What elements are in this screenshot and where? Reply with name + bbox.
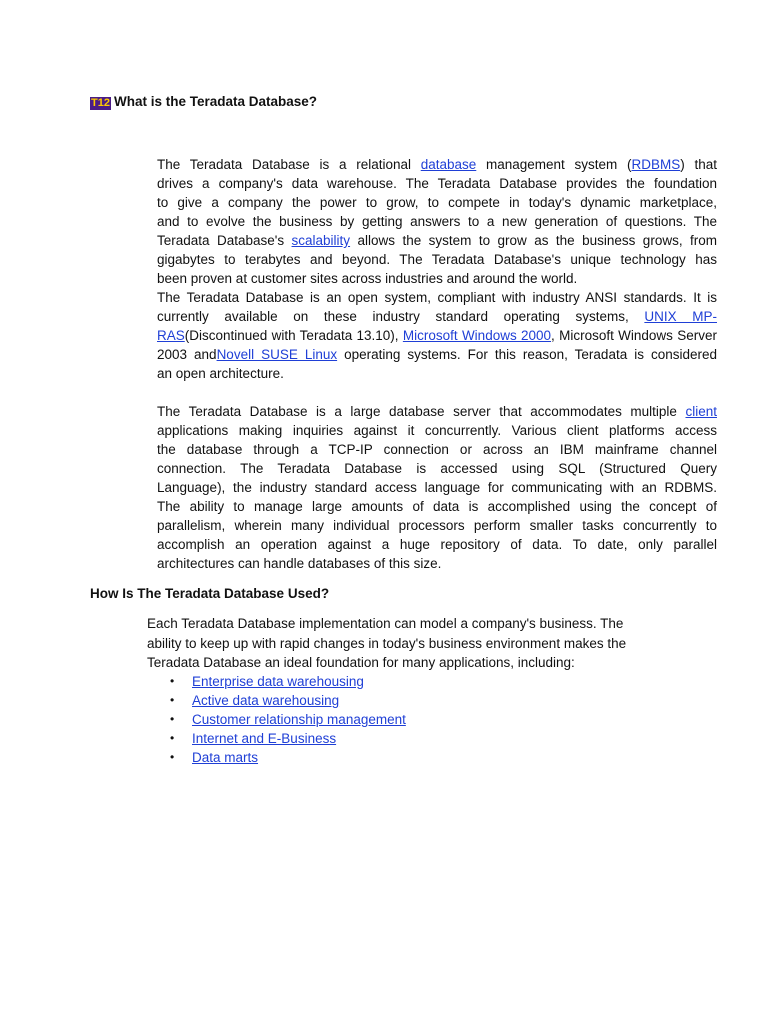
text-line: accomplish an operation against a huge repository of data. To date, only parallel [157, 537, 717, 552]
text-line: Language), the industry standard access language for communicating with an RDBMS. [157, 480, 717, 495]
paragraph-database-server [157, 402, 717, 573]
heading-title: What is the Teradata Database? [113, 94, 318, 109]
list-item [170, 710, 406, 729]
text-line: been proven at customer sites across industries and around the world. [157, 271, 578, 286]
body-text-clip [157, 155, 718, 573]
text-line: to give a company the power to grow, to compete in today's dynamic marketplace, [157, 195, 717, 210]
text-line: the database through a TCP-IP connection or across an IBM mainframe channel [157, 442, 717, 457]
bullet-icon: • [170, 674, 175, 688]
section-heading-how-used: How Is The Teradata Database Used? [90, 586, 330, 601]
paragraph-open-system [157, 288, 717, 383]
text-line: currently available on these industry standard operating systems, UNIX MP- [157, 309, 717, 324]
list-item [170, 748, 406, 767]
applications-list [170, 672, 406, 767]
paragraph-how-used: Each Teradata Database implementation can model a company's business. The ability to keep up with rapid changes in today's business environment makes the Teradata Database an ideal foundation for many applications, including: [147, 616, 627, 670]
text-line: and to evolve the business by getting answers to a new generation of questions. The [157, 214, 717, 229]
text-line: gigabytes to terabytes and beyond. The Teradata Database's unique technology has [157, 252, 717, 267]
link-enterprise-data-warehousing[interactable]: Enterprise data warehousing [192, 674, 364, 689]
text-line: RAS(Discontinued with Teradata 13.10), Microsoft Windows 2000, Microsoft Windows Server [157, 328, 718, 343]
link-unix-mp-ras-cont[interactable]: RAS [157, 328, 185, 343]
text-line: drives a company's data warehouse. The Teradata Database provides the foundation [157, 176, 717, 191]
link-windows-2000[interactable]: Microsoft Windows 2000 [402, 328, 552, 343]
text-line: The ability to manage large amounts of data is accomplished using the concept of [157, 499, 717, 514]
heading-tag-badge: T12 [91, 97, 110, 109]
link-rdbms[interactable]: RDBMS [631, 157, 681, 172]
bullet-icon: • [170, 731, 175, 745]
text-line: Teradata Database's scalability allows the system to grow as the business grows, from [157, 233, 718, 248]
link-data-marts[interactable]: Data marts [192, 750, 259, 765]
link-scalability[interactable]: scalability [291, 233, 351, 248]
text-line: parallelism, wherein many individual processors perform smaller tasks concurrently to [157, 518, 717, 533]
link-internet-e-business[interactable]: Internet and E-Business [192, 731, 337, 746]
section-heading-what-is [90, 94, 317, 110]
list-item [170, 672, 406, 691]
link-novell-suse[interactable]: Novell SUSE Linux [216, 347, 338, 362]
bullet-icon: • [170, 750, 175, 764]
text-line: architectures can handle databases of this size. [157, 556, 442, 571]
text-line: The Teradata Database is a relational database management system (RDBMS) that [157, 157, 717, 172]
link-database[interactable]: database [420, 157, 477, 172]
bullet-icon: • [170, 693, 175, 707]
link-client[interactable]: client [685, 404, 717, 419]
bullet-icon: • [170, 712, 175, 726]
text-line: The Teradata Database is an open system, compliant with industry ANSI standards. It is [157, 290, 717, 305]
list-item [170, 729, 406, 748]
list-item [170, 691, 406, 710]
link-customer-relationship-management[interactable]: Customer relationship management [192, 712, 406, 727]
text-line: an open architecture. [157, 366, 284, 381]
text-line: connection. The Teradata Database is accessed using SQL (Structured Query [157, 461, 717, 476]
text-line: applications making inquiries against it concurrently. Various client platforms access [157, 423, 717, 438]
paragraph-intro [157, 155, 717, 288]
text-line: 2003 andNovell SUSE Linux operating systems. For this reason, Teradata is considered [157, 347, 717, 362]
link-active-data-warehousing[interactable]: Active data warehousing [192, 693, 340, 708]
link-unix-mp-ras[interactable]: UNIX MP- [644, 309, 717, 324]
text-line: The Teradata Database is a large database server that accommodates multiple client [157, 404, 717, 419]
